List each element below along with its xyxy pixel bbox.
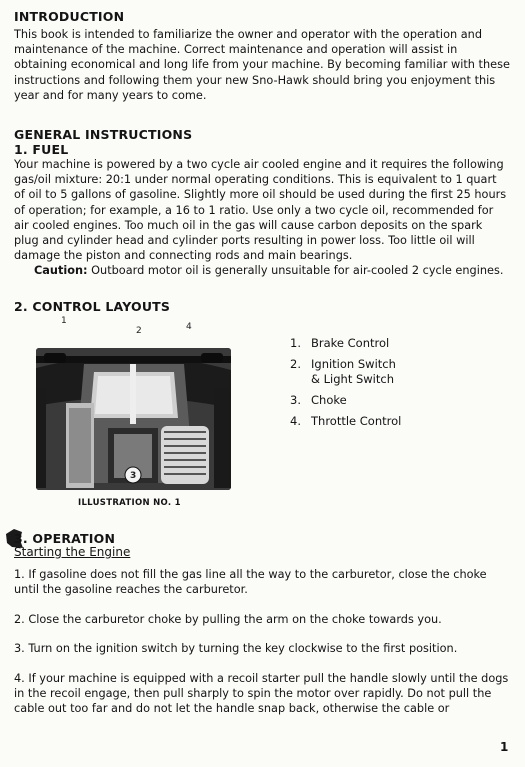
- legend-item-ignition: 2. Ignition Switch & Light Switch: [290, 357, 396, 386]
- caution-note: [34, 263, 510, 278]
- general-instructions-heading: GENERAL INSTRUCTIONS: [14, 127, 193, 142]
- fuel-heading: 1. FUEL: [14, 142, 69, 157]
- caution-text: Outboard motor oil is generally unsuitable for air-cooled 2 cycle engines.: [91, 264, 504, 277]
- fuel-paragraph: Your machine is powered by a two cycle air cooled engine and it requires the following gas/oil mixture: 20:1 under normal operating conditions. This is equivalent to 1 quart of oil to 5 gallons of gasoline. Slightly more oil should be used during the first 25 hours of operation; for example, a 16 to 1 ratio. Use only a two cycle oil, recommended for air cooled engines. Too much oil in the gas will cause carbon deposits on the spark plug and cylinder head and cylinder ports resulting in power loss. Too little oil will damage the piston and connecting rods and main bearings.: [14, 158, 507, 263]
- control-layout-photo: [36, 348, 231, 490]
- step-2: 2. Close the carburetor choke by pulling the arm on the choke towards you.: [14, 613, 442, 626]
- legend-item-choke: 3. Choke: [290, 393, 347, 407]
- step-3: 3. Turn on the ignition switch by turning the key clockwise to the first position.: [14, 642, 458, 655]
- callout-1: 1: [61, 316, 67, 326]
- callout-3: 3: [130, 471, 137, 481]
- control-layouts-heading: 2. CONTROL LAYOUTS: [14, 299, 171, 314]
- callout-4: 4: [186, 322, 192, 332]
- introduction-paragraph: This book is intended to familiarize the owner and operator with the operation and maintenance of the machine. Correct maintenance and operation will assist in obtaining economical and long life from your machine. By becoming familiar with these instructions and following them your new Sno-Hawk should bring you enjoyment this year and for many years to come.: [14, 28, 510, 102]
- starting-engine-subheading: Starting the Engine: [14, 545, 131, 559]
- legend-item-brake: 1. Brake Control: [290, 336, 390, 350]
- callout-2: 2: [136, 326, 142, 336]
- operation-heading: 3. OPERATION: [14, 531, 116, 546]
- step-1: 1. If gasoline does not fill the gas line all the way to the carburetor, close the choke until the gasoline reaches the carburetor.: [14, 568, 487, 597]
- page-number: 1: [500, 740, 509, 754]
- step-4: 4. If your machine is equipped with a recoil starter pull the handle slowly until the dogs in the recoil engage, then pull sharply to spin the motor over rapidly. Do not pull the cable out too far and do not let the handle snap back, otherwise the cable or: [14, 672, 509, 716]
- introduction-heading: INTRODUCTION: [14, 9, 125, 24]
- illustration-caption: ILLUSTRATION NO. 1: [78, 498, 181, 508]
- snowmobile-dashboard-illustration: [36, 348, 231, 490]
- control-legend: [290, 336, 500, 435]
- legend-item-throttle: 4. Throttle Control: [290, 414, 402, 428]
- caution-label: Caution:: [34, 264, 88, 277]
